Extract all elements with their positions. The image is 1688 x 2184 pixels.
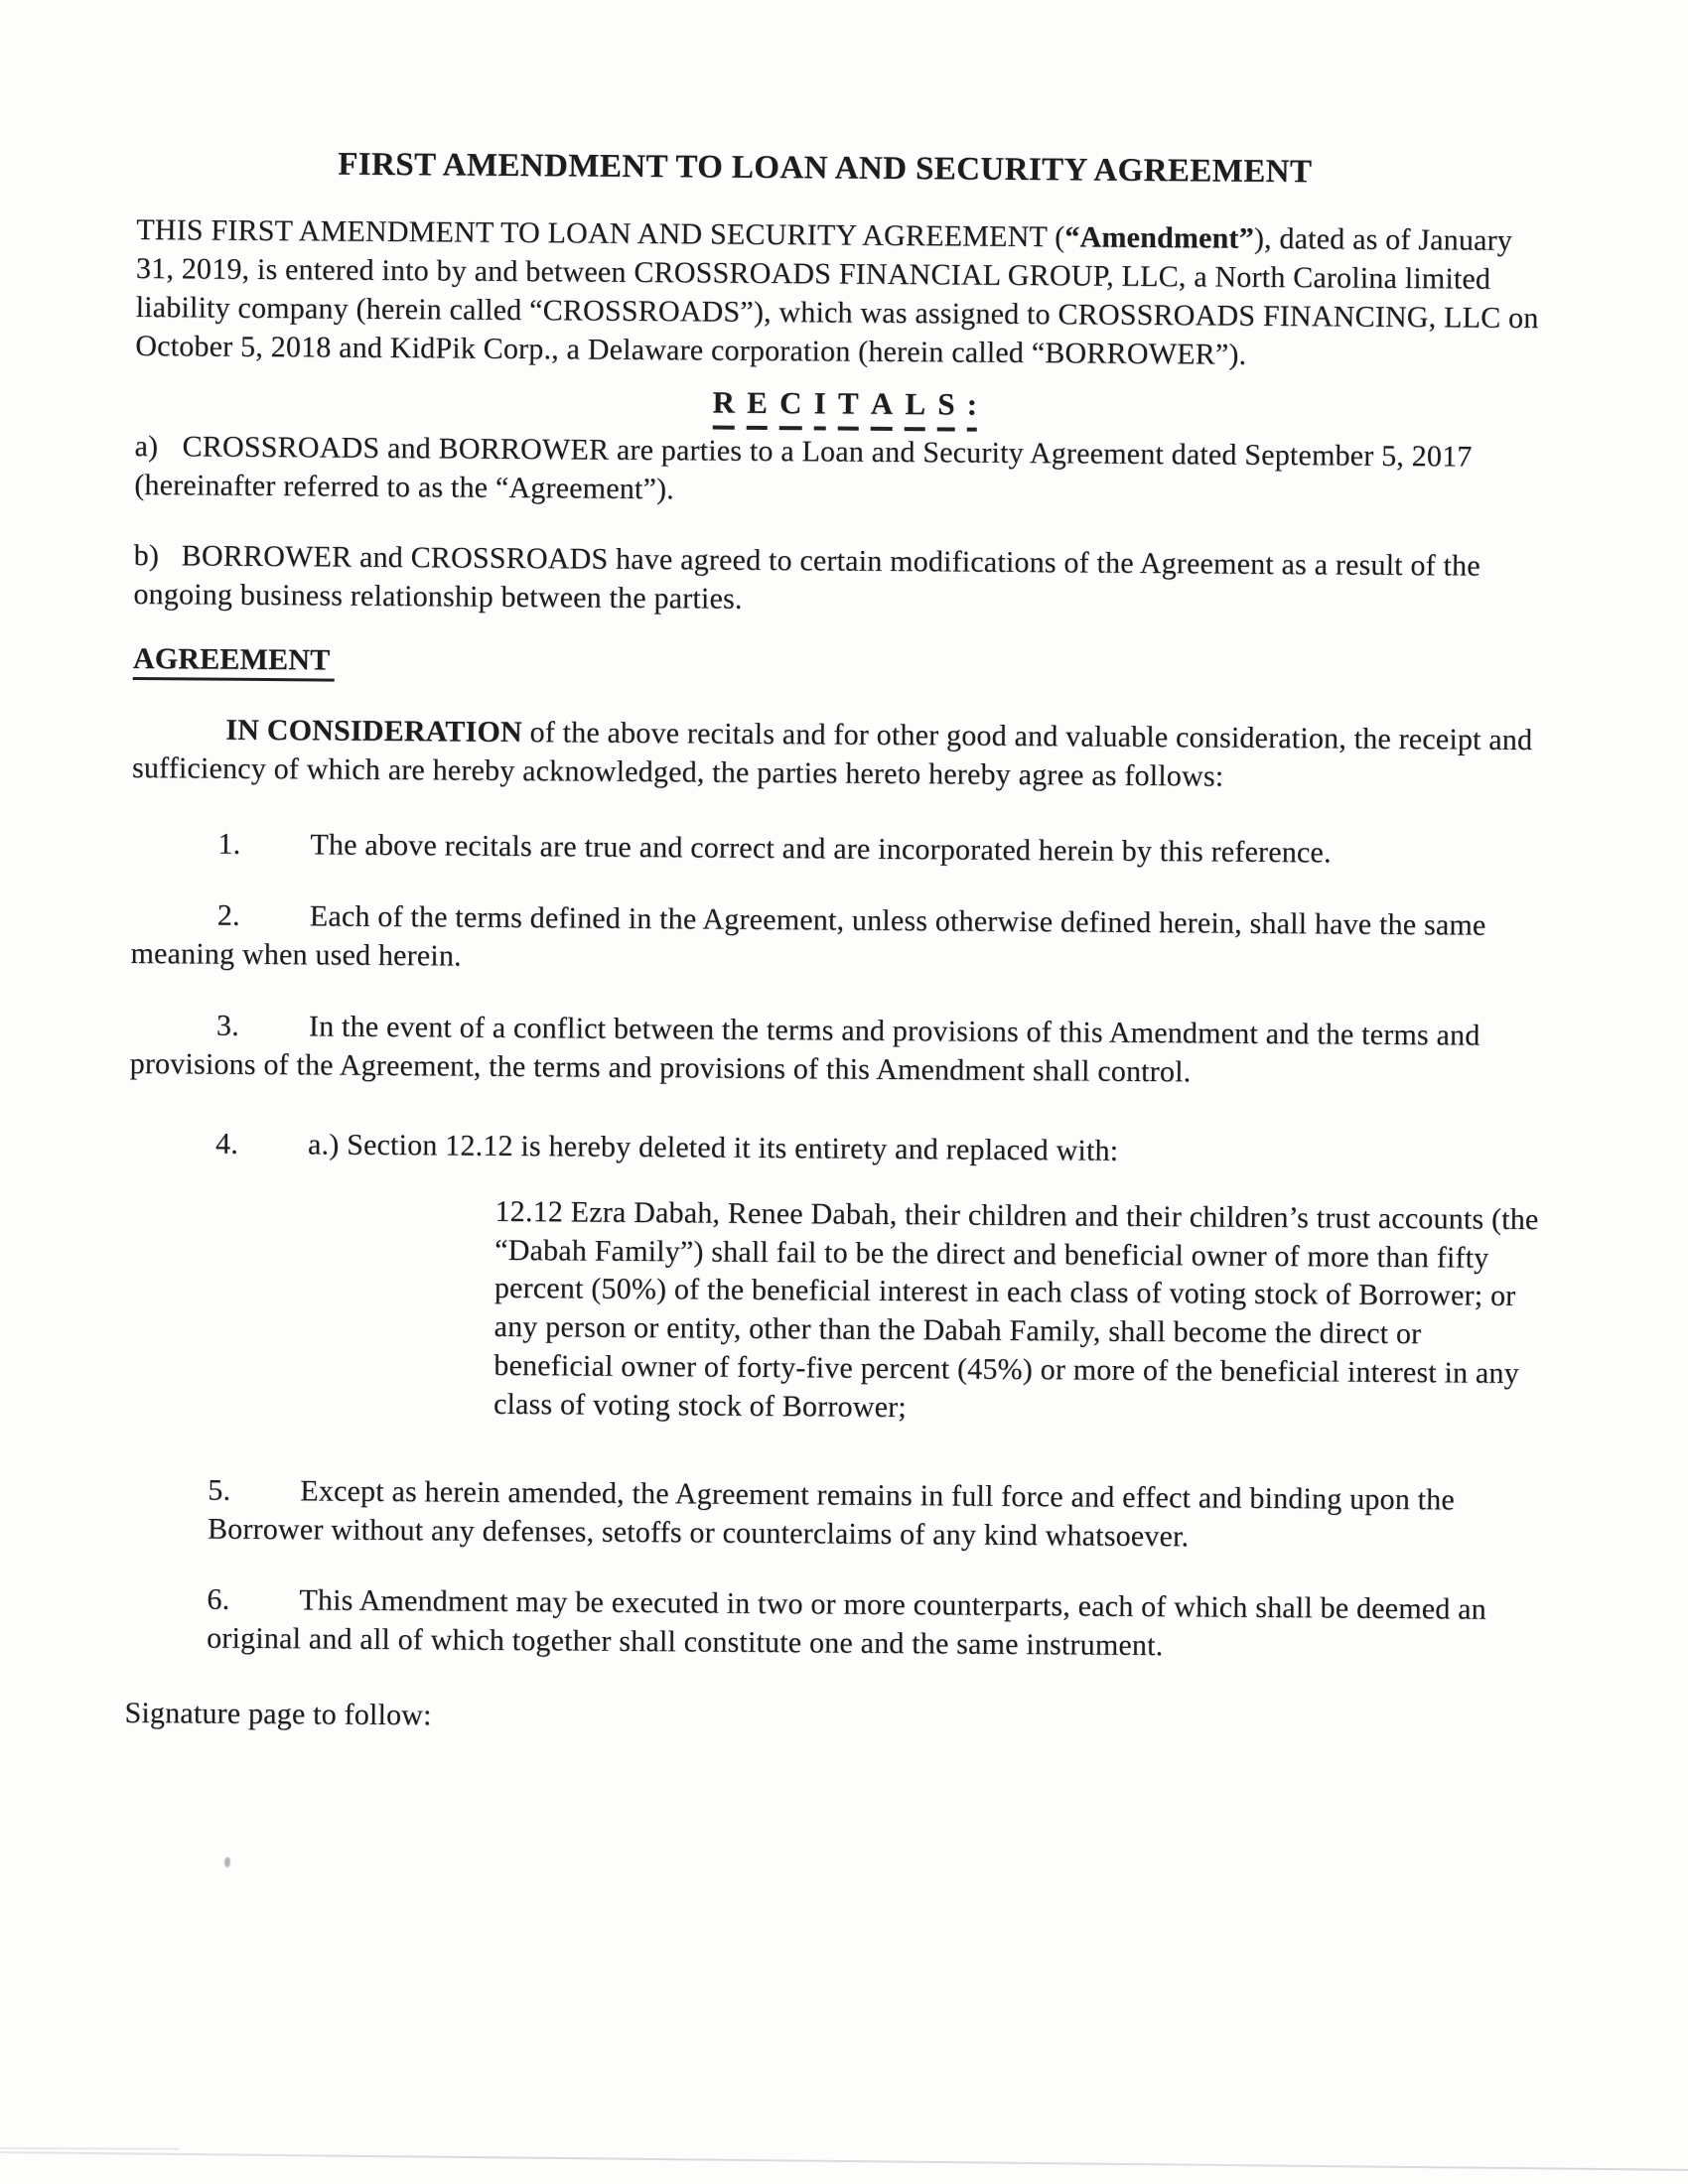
recital-b-text: BORROWER and CROSSROADS have agreed to certain modifications of the Agreement as a result of the ongoing business relationship between the parties.: [133, 539, 1480, 615]
scan-page-edge-line-segment: [0, 2147, 179, 2150]
consideration-text: of the above recitals and for other good and valuable consideration, the receipt and sufficiency of which are hereby acknowledged, the parties hereto hereby agree as follows:: [131, 716, 1533, 793]
intro-paragraph: [135, 210, 1556, 376]
intro-text-pre: THIS FIRST AMENDMENT TO LOAN AND SECURITY AGREEMENT (: [136, 212, 1065, 254]
list-item-6-text: This Amendment may be executed in two or more counterparts, each of which shall be deemed an original and all of which together shall constitute one and the same instrument.: [207, 1583, 1487, 1663]
recital-a-text: CROSSROADS and BORROWER are parties to a Loan and Security Agreement dated September 5, 2017 (hereinafter referred to as the “Agreement”).: [134, 430, 1473, 506]
agreement-heading: [133, 639, 1553, 690]
list-item-2: [130, 895, 1551, 984]
list-item-1-number: 1.: [217, 827, 241, 861]
list-item-4-number: 4.: [214, 1127, 239, 1160]
intro-text-post: ), dated as of January 31, 2019, is entered into by and between CROSSROADS FINANCIAL GROUP, LLC, a North Carolina limited liability company (herein called “CROSSROADS”), which was assigned to CROSSROADS FINANCING, LLC on October 5, 2018 and KidPik Corp., a Delaware corporation (herein called “BORROWER”).: [135, 221, 1539, 371]
scan-page-edge-line: [0, 2151, 1688, 2171]
list-item-4-text: a.) Section 12.12 is hereby deleted it its entirety and replaced with:: [307, 1128, 1119, 1167]
document-body: [124, 141, 1557, 1743]
agreement-heading-text: AGREEMENT: [133, 642, 335, 682]
list-item-5-text: Except as herein amended, the Agreement remains in full force and effect and binding upon the Borrower without any defenses, setoffs or counterclaims of any kind whatsoever.: [207, 1474, 1456, 1554]
consideration-bold: IN CONSIDERATION: [225, 713, 522, 750]
list-item-3-text: In the event of a conflict between the terms and provisions of this Amendment and the terms and provisions of the Agreement, the terms and provisions of this Amendment shall control.: [129, 1010, 1480, 1089]
document-title: FIRST AMENDMENT TO LOAN AND SECURITY AGREEMENT: [338, 146, 1313, 191]
list-item-2-text: Each of the terms defined in the Agreement, unless otherwise defined herein, shall have the same meaning when used herein.: [130, 899, 1486, 973]
recital-a: [134, 427, 1555, 515]
consideration-paragraph: [132, 710, 1553, 798]
recitals-heading-text: R E C I T A L S :: [706, 385, 983, 422]
recitals-heading: [135, 378, 1555, 436]
list-item-6: [207, 1580, 1546, 1669]
recital-b-label: b): [133, 538, 160, 573]
list-item-1-text: The above recitals are true and correct and are incorporated herein by this reference.: [310, 828, 1332, 870]
recital-b: [133, 536, 1554, 624]
scan-speck-artifact: [224, 1857, 230, 1867]
list-item-6-number: 6.: [207, 1582, 230, 1616]
list-item-2-number: 2.: [216, 898, 240, 932]
list-item-3-number: 3.: [215, 1009, 240, 1042]
list-item-1: [131, 824, 1551, 874]
signature-note: Signature page to follow:: [124, 1697, 432, 1732]
section-12-12-quoted-text: 12.12 Ezra Dabah, Renee Dabah, their children and their children’s trust accounts (the “Dabah Family”) shall fail to be the direct and beneficial owner of more than fifty percent (50%) of the beneficial interest in each class of voting stock of Borrower; or any person or entity, other than the Dabah Family, shall become the direct or beneficial owner of forty-five percent (45%) or more of the beneficial interest in any class of voting stock of Borrower;: [492, 1194, 1539, 1424]
recital-a-label: a): [134, 429, 159, 464]
list-item-4: [129, 1124, 1549, 1173]
list-item-3: [130, 1006, 1551, 1094]
defined-term-amendment: “Amendment”: [1064, 220, 1255, 255]
list-item-5-number: 5.: [208, 1473, 231, 1508]
list-item-5: [208, 1471, 1547, 1560]
